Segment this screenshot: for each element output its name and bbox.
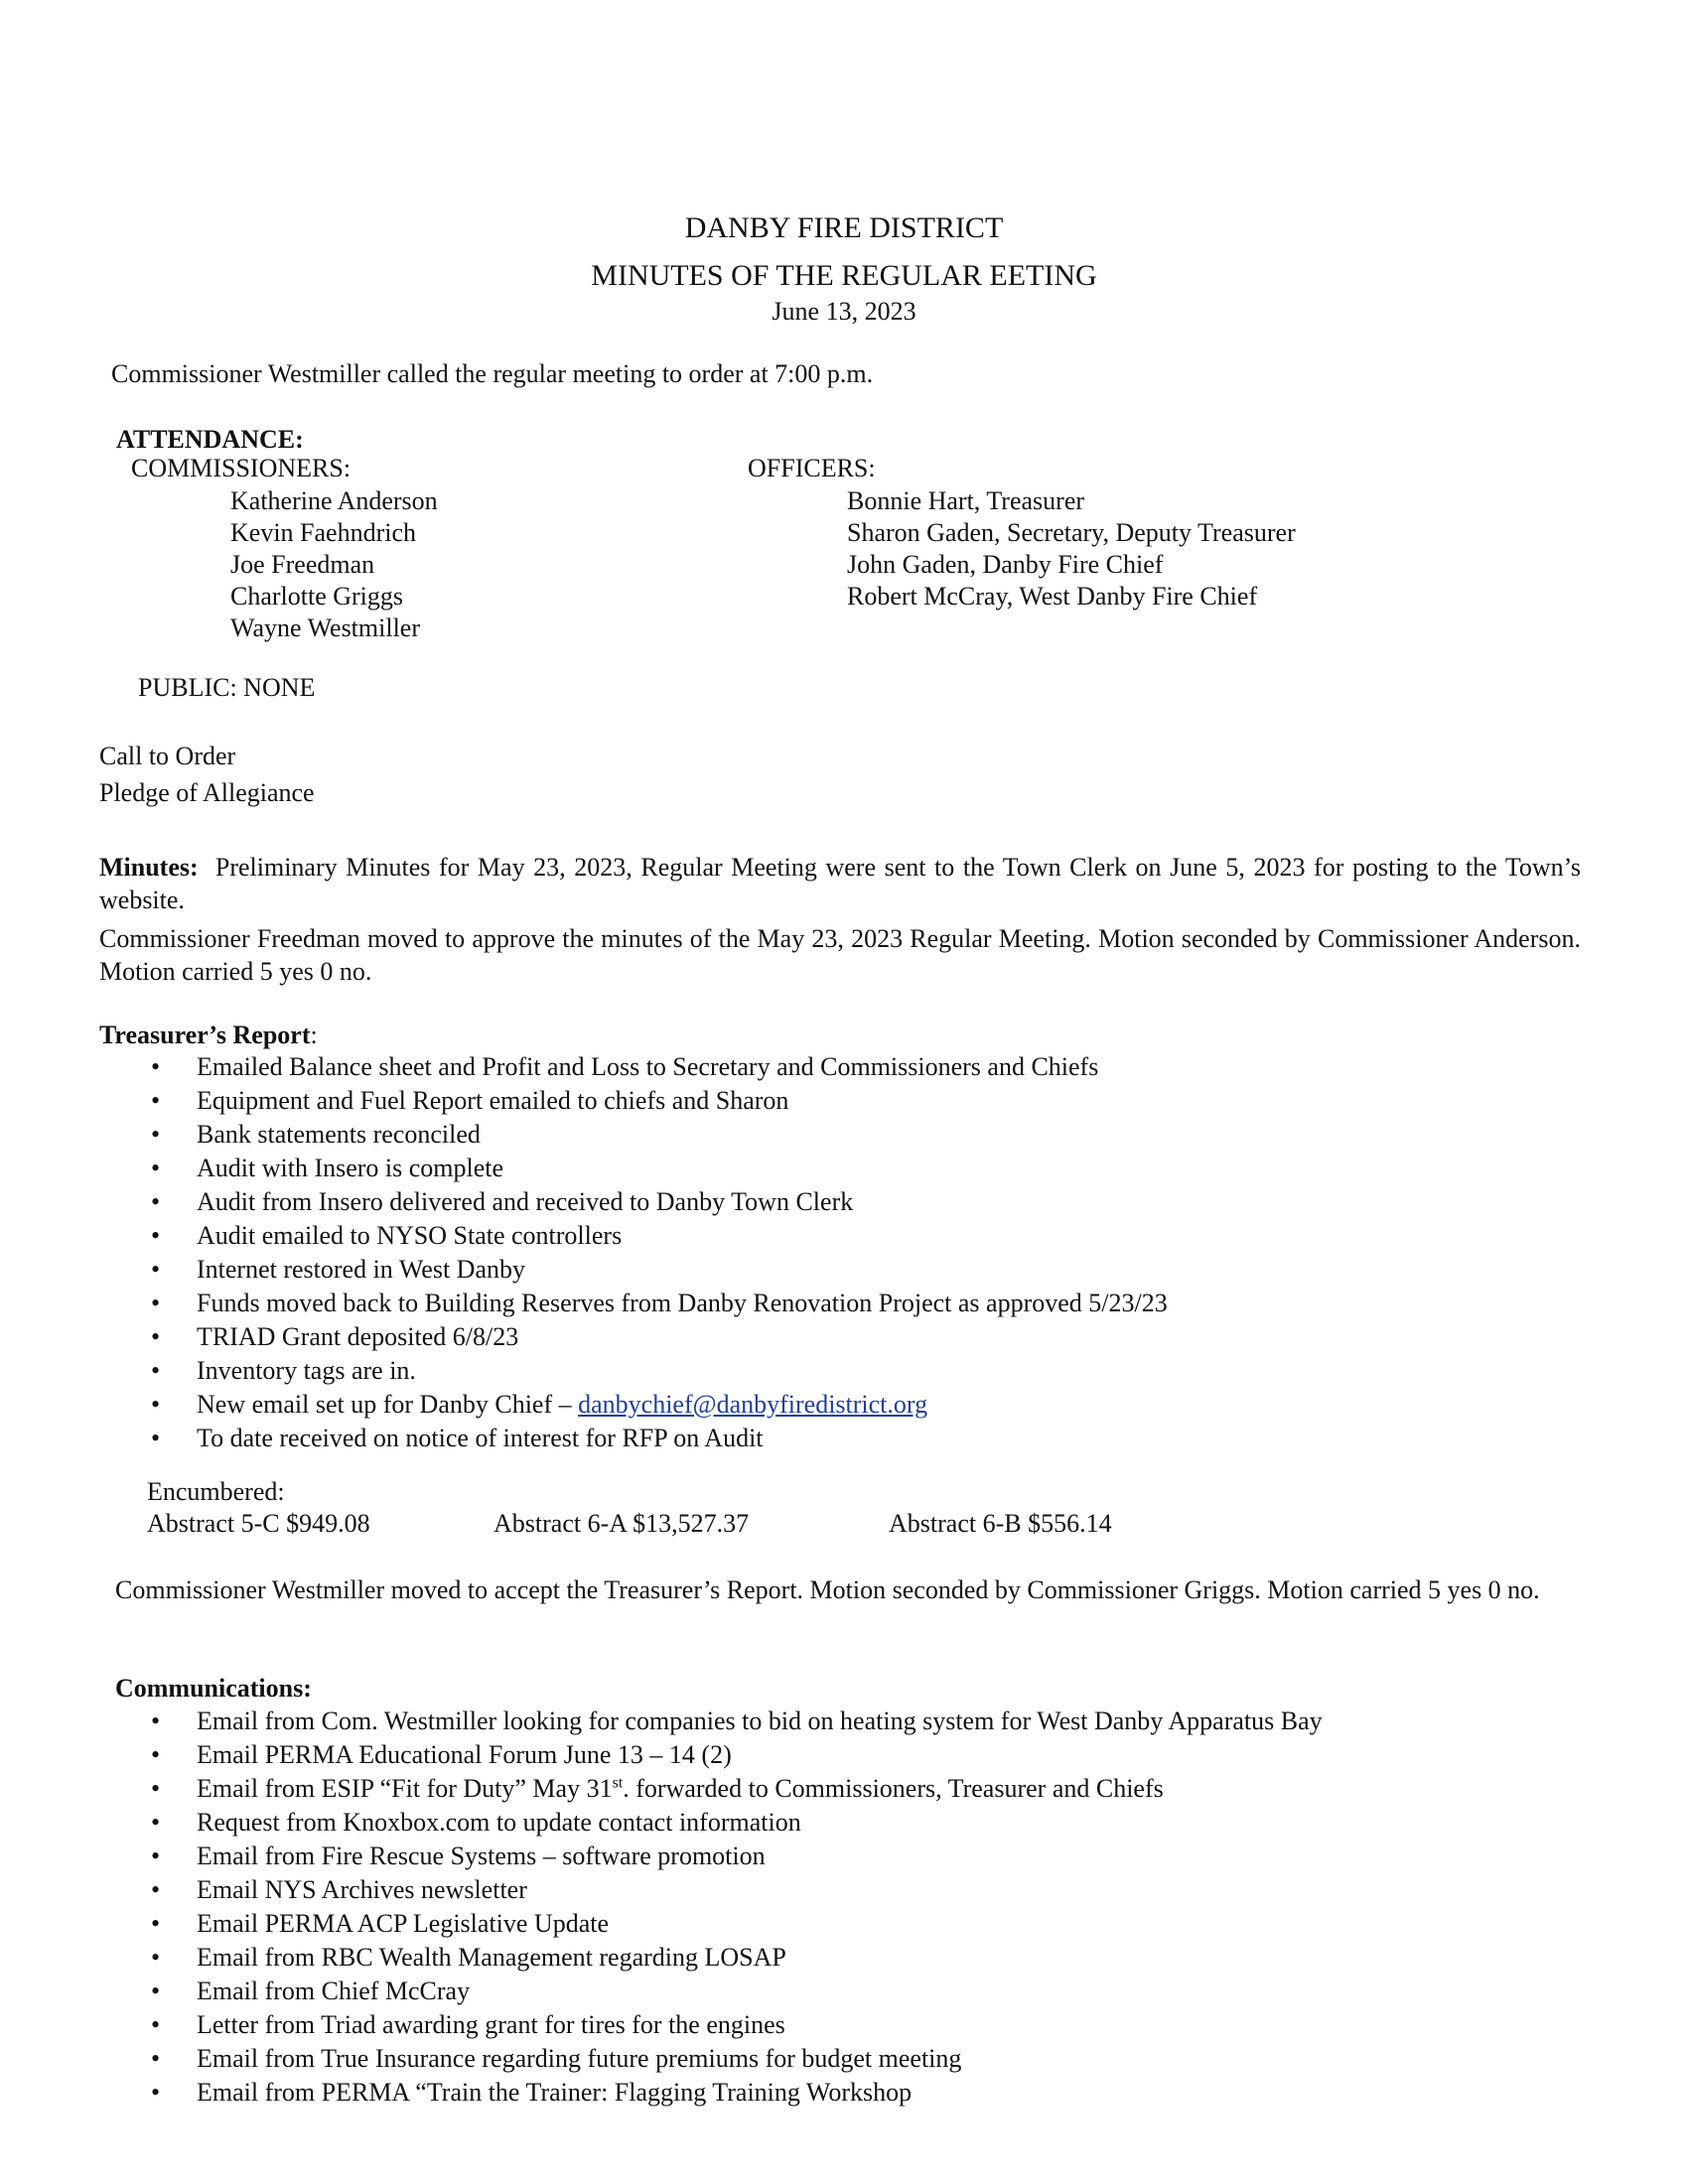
- list-item: • TRIAD Grant deposited 6/8/23: [151, 1320, 1168, 1354]
- list-item: • Email from PERMA “Train the Trainer: Flagging Training Workshop: [151, 2076, 1323, 2110]
- list-item: • Email from Chief McCray: [151, 1975, 1323, 2008]
- communications-list: [151, 1705, 1323, 2110]
- attendance-heading: ATTENDANCE:: [116, 425, 304, 454]
- list-item: • Email from ESIP “Fit for Duty” May 31st. forwarded to Commissioners, Treasurer and Chiefs: [151, 1772, 1323, 1806]
- commissioners-label: COMMISSIONERS:: [131, 454, 352, 482]
- commissioner-1: Katherine Anderson: [230, 486, 438, 515]
- officer-3: John Gaden, Danby Fire Chief: [847, 550, 1164, 579]
- pledge-of-allegiance: Pledge of Allegiance: [99, 778, 315, 807]
- list-item: • Request from Knoxbox.com to update contact information: [151, 1806, 1323, 1840]
- treasurer-heading: Treasurer’s Report:: [99, 1021, 318, 1049]
- minutes-motion: Commissioner Freedman moved to approve the minutes of the May 23, 2023 Regular Meeting. Motion seconded by Commissioner Anderson. Motion carried 5 yes 0 no.: [99, 924, 1581, 986]
- call-to-order-line: Commissioner Westmiller called the regular meeting to order at 7:00 p.m.: [111, 359, 874, 388]
- list-item: • Equipment and Fuel Report emailed to chiefs and Sharon: [151, 1084, 1168, 1118]
- list-item: • Email NYS Archives newsletter: [151, 1873, 1323, 1907]
- abstract-5c: Abstract 5-C $949.08: [147, 1509, 370, 1538]
- list-item: • Funds moved back to Building Reserves from Danby Renovation Project as approved 5/23/23: [151, 1287, 1168, 1320]
- list-item: • To date received on notice of interest for RFP on Audit: [151, 1422, 1168, 1455]
- list-item: • Email PERMA ACP Legislative Update: [151, 1907, 1323, 1941]
- call-to-order: Call to Order: [99, 742, 236, 770]
- document-title: MINUTES OF THE REGULAR EETING: [591, 259, 1097, 292]
- list-item: • Email from RBC Wealth Management regarding LOSAP: [151, 1941, 1323, 1975]
- officer-4: Robert McCray, West Danby Fire Chief: [847, 582, 1258, 611]
- list-item: • Email from Com. Westmiller looking for companies to bid on heating system for West Danby Apparatus Bay: [151, 1705, 1323, 1738]
- treasurer-motion: Commissioner Westmiller moved to accept the Treasurer’s Report. Motion seconded by Commissioner Griggs. Motion carried 5 yes 0 no.: [115, 1575, 1540, 1604]
- officer-1: Bonnie Hart, Treasurer: [847, 486, 1085, 515]
- organization-title: DANBY FIRE DISTRICT: [684, 211, 1004, 244]
- list-item: • Bank statements reconciled: [151, 1118, 1168, 1152]
- list-item: • Audit emailed to NYSO State controllers: [151, 1219, 1168, 1253]
- list-item: • Emailed Balance sheet and Profit and Loss to Secretary and Commissioners and Chiefs: [151, 1050, 1168, 1084]
- abstract-6b: Abstract 6-B $556.14: [889, 1509, 1112, 1538]
- meeting-date: June 13, 2023: [772, 297, 916, 326]
- commissioner-4: Charlotte Griggs: [230, 582, 404, 611]
- minutes-paragraph: [99, 851, 1581, 916]
- commissioner-5: Wayne Westmiller: [230, 614, 421, 642]
- minutes-label: Minutes:: [99, 853, 199, 882]
- abstract-6a: Abstract 6-A $13,527.37: [493, 1509, 750, 1538]
- list-item: • New email set up for Danby Chief – danbychief@danbyfiredistrict.org: [151, 1388, 1168, 1422]
- list-item: • Email from Fire Rescue Systems – software promotion: [151, 1840, 1323, 1873]
- commissioner-3: Joe Freedman: [230, 550, 375, 579]
- encumbered-label: Encumbered:: [147, 1477, 285, 1506]
- officer-2: Sharon Gaden, Secretary, Deputy Treasurer: [847, 518, 1296, 547]
- list-item: • Email PERMA Educational Forum June 13 – 14 (2): [151, 1738, 1323, 1772]
- danby-chief-email-link[interactable]: danbychief@danbyfiredistrict.org: [578, 1390, 928, 1419]
- communications-heading: Communications:: [115, 1674, 312, 1703]
- list-item: • Email from True Insurance regarding future premiums for budget meeting: [151, 2042, 1323, 2076]
- list-item: • Audit from Insero delivered and received to Danby Town Clerk: [151, 1185, 1168, 1219]
- list-item: • Internet restored in West Danby: [151, 1253, 1168, 1287]
- list-item: • Inventory tags are in.: [151, 1354, 1168, 1388]
- list-item: • Audit with Insero is complete: [151, 1152, 1168, 1185]
- treasurer-label: Treasurer’s Report: [99, 1021, 311, 1049]
- commissioner-2: Kevin Faehndrich: [230, 518, 417, 547]
- minutes-text: Preliminary Minutes for May 23, 2023, Regular Meeting were sent to the Town Clerk on June 5, 2023 for posting to the Town’s website.: [99, 853, 1581, 914]
- officers-label: OFFICERS:: [748, 454, 876, 482]
- public-attendance: PUBLIC: NONE: [138, 673, 316, 702]
- list-item: • Letter from Triad awarding grant for tires for the engines: [151, 2008, 1323, 2042]
- treasurer-list: [151, 1050, 1168, 1455]
